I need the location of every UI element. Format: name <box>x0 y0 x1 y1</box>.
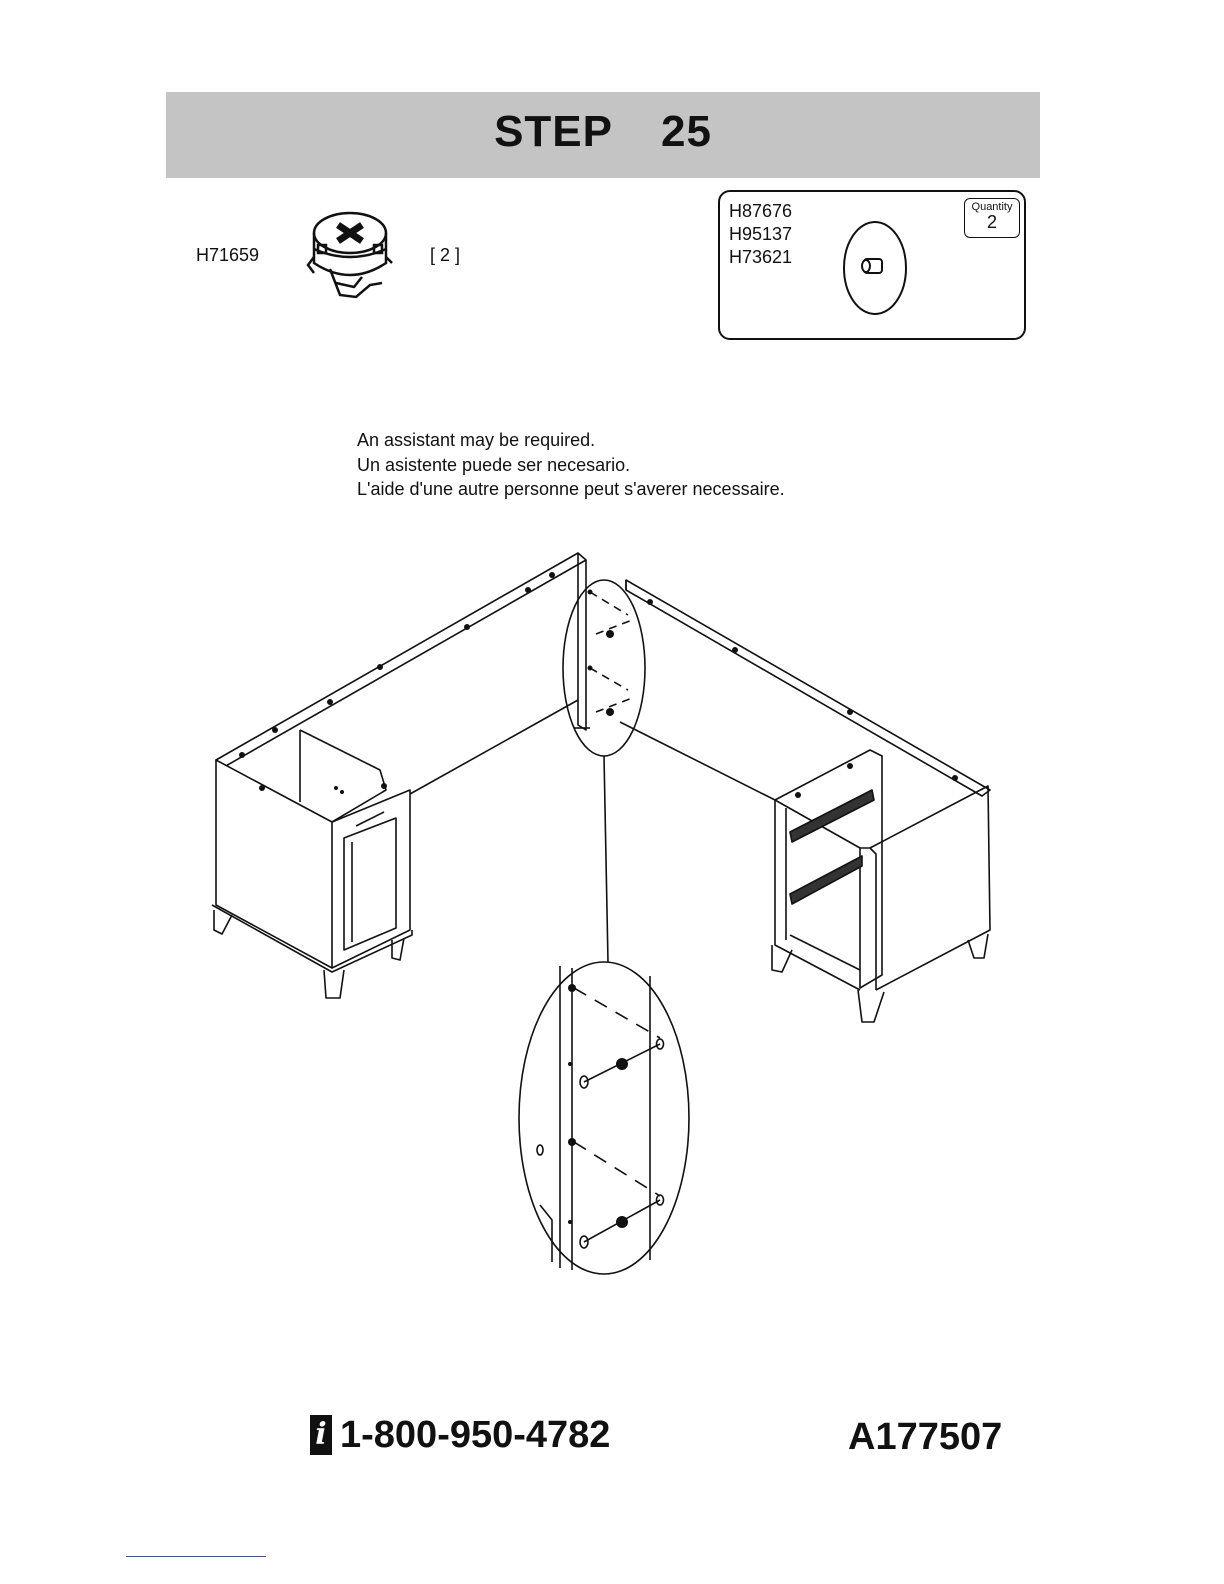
support-phone <box>310 1412 610 1458</box>
step-word: STEP <box>494 107 613 156</box>
quantity-value: 2 <box>986 212 997 232</box>
hardware-code: H95137 <box>729 224 793 244</box>
hardware-code: H87676 <box>729 201 793 221</box>
model-number: A177507 <box>848 1416 1003 1458</box>
phone-number: 1-800-950-4782 <box>340 1413 611 1456</box>
cam-lock-count: [ 2 ] <box>430 245 461 265</box>
cam-lock-code: H71659 <box>196 245 260 265</box>
note-english: An assistant may be required. <box>357 430 596 450</box>
step-number: 25 <box>660 107 712 156</box>
bottom-rule <box>126 1556 266 1557</box>
quantity-label: Quantity <box>971 201 1013 213</box>
info-icon: i <box>310 1415 332 1455</box>
hardware-code: H73621 <box>729 247 793 267</box>
note-french: L'aide d'une autre personne peut s'averer necessaire. <box>357 479 785 499</box>
note-spanish: Un asistente puede ser necesario. <box>357 454 631 475</box>
